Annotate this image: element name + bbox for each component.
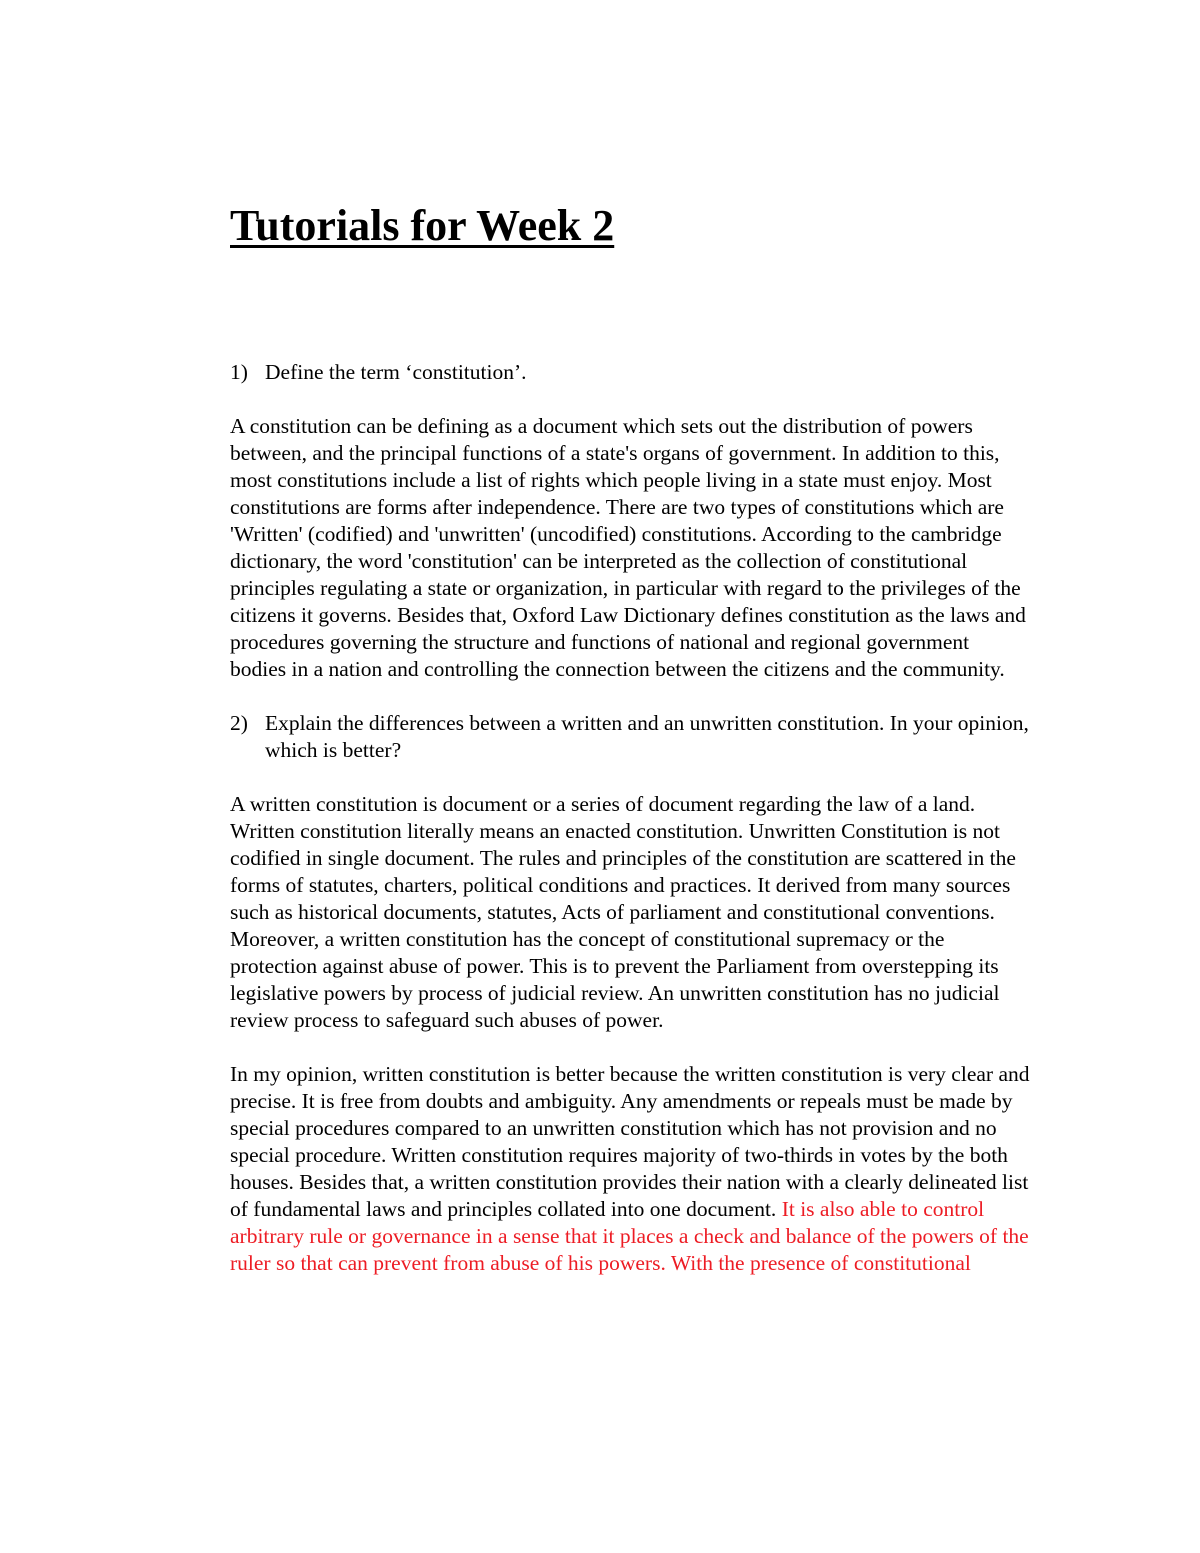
question-2-text: Explain the differences between a written and an unwritten constitution. In your opinion, which is better? [265,711,1029,762]
answer-1-paragraph: A constitution can be defining as a document which sets out the distribution of powers between, and the principal functions of a state's organs of government. In addition to this, most constitutions include a list of rights which people living in a state must enjoy. Most constitutions are forms after independence. There are two types of constitutions which are 'Written' (codified) and 'unwritten' (uncodified) constitutions. According to the cambridge dictionary, the word 'constitution' can be interpreted as the collection of constitutional principles regulating a state or organization, in particular with regard to the privileges of the citizens it governs. Besides that, Oxford Law Dictionary defines constitution as the laws and procedures governing the structure and functions of national and regional government bodies in a nation and controlling the connection between the citizens and the community. [230,414,1026,681]
question-2 [230,710,1030,764]
document-body [230,359,1030,1304]
question-1 [230,359,1030,386]
opinion-highlighted-text: It is also able to control arbitrary rule or governance in a sense that it places a check and balance of the powers of the ruler so that can prevent from abuse of his powers. With the presence of constitutional [230,1197,1029,1275]
answer-2-paragraph: A written constitution is document or a series of document regarding the law of a land. Written constitution literally means an enacted constitution. Unwritten Constitution is not codified in single document. The rules and principles of the constitution are scattered in the forms of statutes, charters, political conditions and practices. It derived from many sources such as historical documents, statutes, Acts of parliament and constitutional conventions. Moreover, a written constitution has the concept of constitutional supremacy or the protection against abuse of power. This is to prevent the Parliament from overstepping its legislative powers by process of judicial review. An unwritten constitution has no judicial review process to safeguard such abuses of power. [230,792,1016,1032]
opinion-paragraph [230,1061,1030,1277]
page-title: Tutorials for Week 2 [230,201,615,250]
question-1-number: 1) [230,360,248,384]
question-2-number: 2) [230,711,248,735]
question-1-text: Define the term ‘constitution’. [265,360,527,384]
opinion-text: In my opinion, written constitution is better because the written constitution is very clear and precise. It is free from doubts and ambiguity. Any amendments or repeals must be made by special procedures compared to an unwritten constitution which has not provision and no special procedure. Written constitution requires majority of two-thirds in votes by the both houses. Besides that, a written constitution provides their nation with a clearly delineated list of fundamental laws and principles collated into one document. [230,1062,1030,1221]
